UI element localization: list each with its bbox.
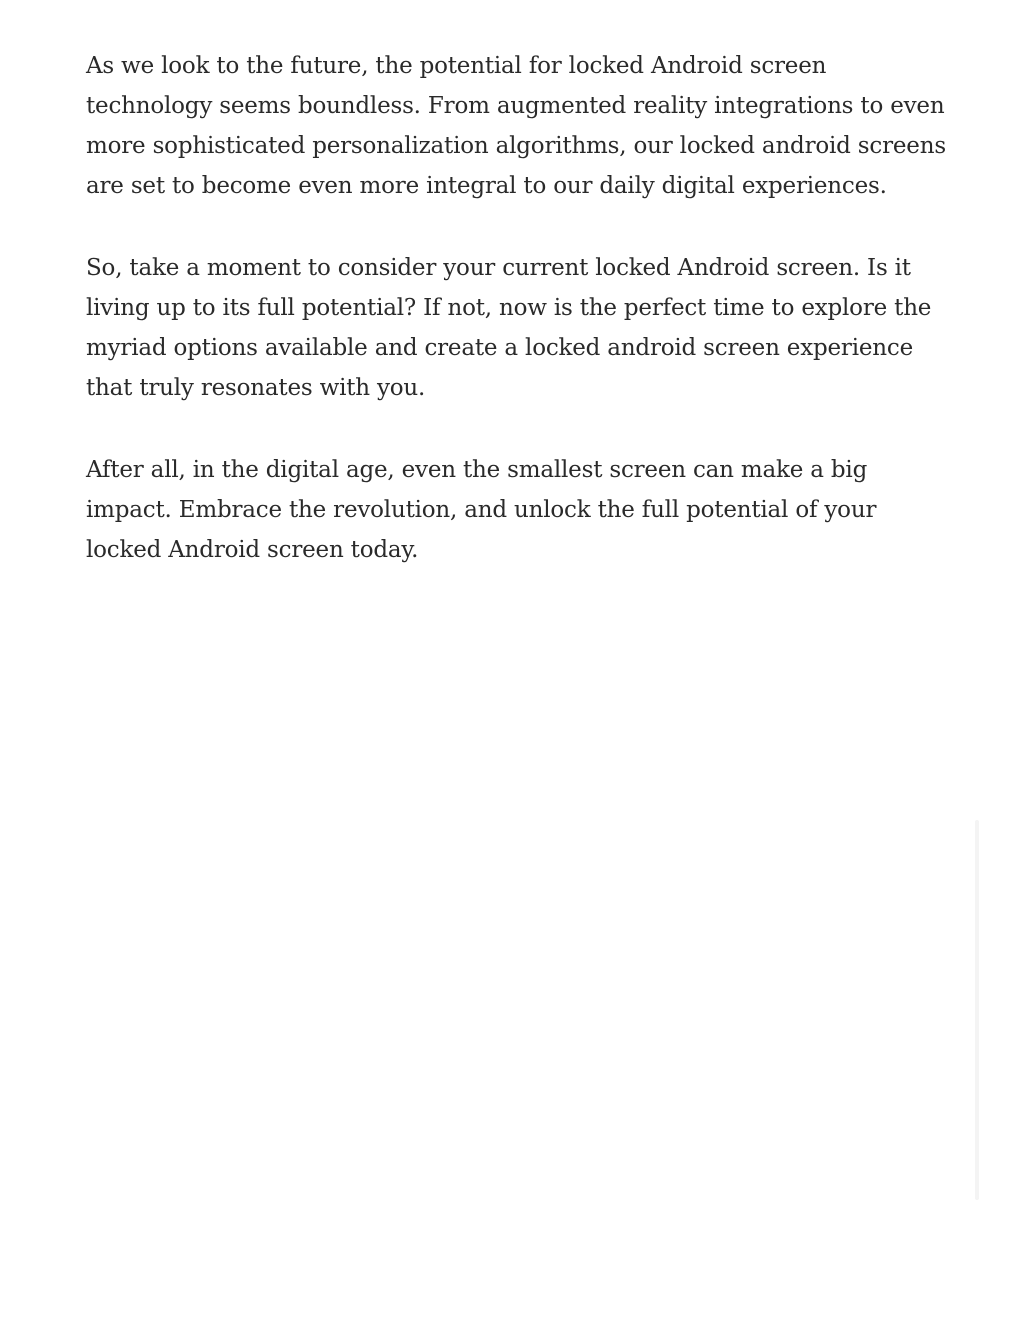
paragraph-consider: So, take a moment to consider your current locked Android screen. Is it living up to its full potential? If not, now is the perfect time to explore the myriad options available and create a locked android screen experience that truly resonates with you. <box>86 255 932 401</box>
article-body <box>86 46 956 612</box>
paragraph-future: As we look to the future, the potential for locked Android screen technology seems boundless. From augmented reality integrations to even more sophisticated personalization algorithms, our locked android screens are set to become even more integral to our daily digital experiences. <box>86 53 946 199</box>
scrollbar-track[interactable] <box>975 820 979 1200</box>
paragraph-conclusion: After all, in the digital age, even the smallest screen can make a big impact. Embrace the revolution, and unlock the full potential of your locked Android screen today. <box>86 457 877 563</box>
